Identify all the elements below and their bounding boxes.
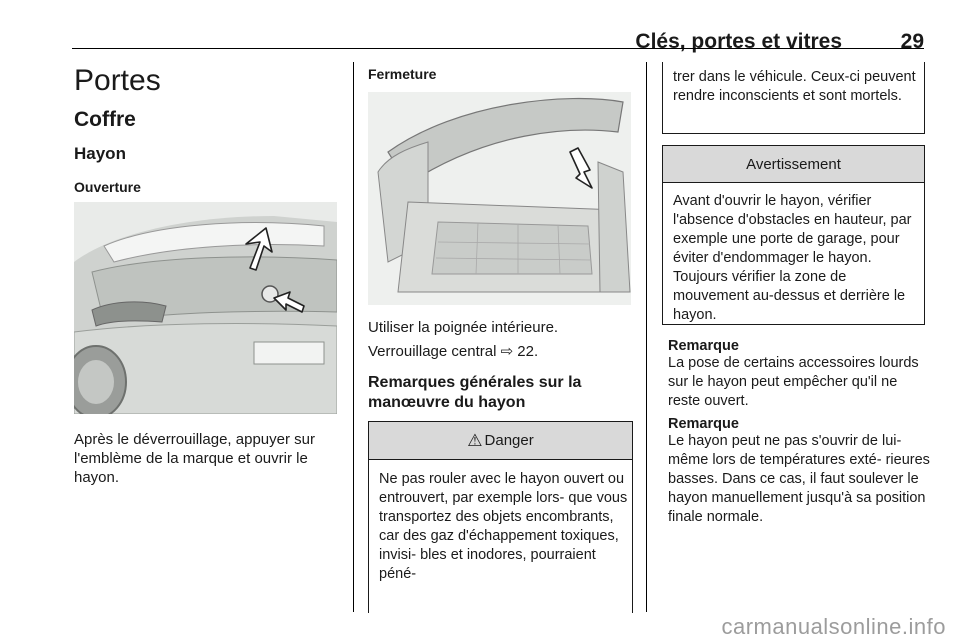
danger-text: Ne pas rouler avec le hayon ouvert ou entrouvert, par exemple lors- que vous transportez des objets encombrants, car des gaz d'échappement toxiques, invisi- bles et inodores, pourraient péné- <box>379 471 628 582</box>
section-heading-portes: Portes <box>74 64 161 97</box>
warning-text: Avant d'ouvrir le hayon, vérifier l'absence d'obstacles en hauteur, par exemple une porte de garage, pour éviter d'endommager le hayon. Toujours vérifier la zone de mouvement au-dessus et derrière le hayon. <box>673 193 912 323</box>
subsection-heading-hayon: Hayon <box>74 144 126 163</box>
paragraph-central-locking-ref: Verrouillage central ⇨ 22. <box>368 343 539 360</box>
danger-callout-continued <box>662 62 925 134</box>
paragraph-interior-handle: Utiliser la poignée intérieure. <box>368 319 559 336</box>
danger-title: Danger <box>484 432 534 449</box>
danger-text-continued: trer dans le véhicule. Ceux-ci peuvent rendre inconscients et sont mortels. <box>673 69 916 104</box>
remark-text-2: Le hayon peut ne pas s'ouvrir de lui- même lors de températures exté- rieures basses. Dans ce cas, il faut soulever le hayon manuellement jusqu'à sa position finale normale. <box>668 433 930 525</box>
danger-callout <box>368 421 633 613</box>
warning-callout-header: Avertissement <box>663 146 924 183</box>
subsection-heading-coffre: Coffre <box>74 108 136 131</box>
remark-label-1: Remarque <box>668 338 739 354</box>
heading-fermeture: Fermeture <box>368 66 437 82</box>
warning-callout <box>662 145 925 325</box>
column-divider-2 <box>646 62 647 612</box>
watermark: carmanualsonline.info <box>721 614 946 639</box>
warning-triangle-icon: ⚠ <box>467 430 483 450</box>
header-rule <box>72 48 924 49</box>
page-header-title: Clés, portes et vitres <box>635 30 842 53</box>
column-divider-1 <box>353 62 354 612</box>
heading-ouverture: Ouverture <box>74 179 141 195</box>
illustration-tailgate-closing <box>368 92 631 305</box>
paragraph-opening-instructions: Après le déverrouillage, appuyer sur l'emblème de la marque et ouvrir le hayon. <box>74 431 315 486</box>
page-number: 29 <box>900 30 924 53</box>
illustration-tailgate-opening <box>74 202 337 414</box>
danger-callout-header <box>369 422 632 460</box>
remark-text-1: La pose de certains accessoires lourds sur le hayon peut empêcher qu'il ne reste ouvert. <box>668 355 919 409</box>
remark-label-2: Remarque <box>668 416 739 432</box>
heading-general-remarks: Remarques générales sur la manœuvre du hayon <box>368 374 582 411</box>
